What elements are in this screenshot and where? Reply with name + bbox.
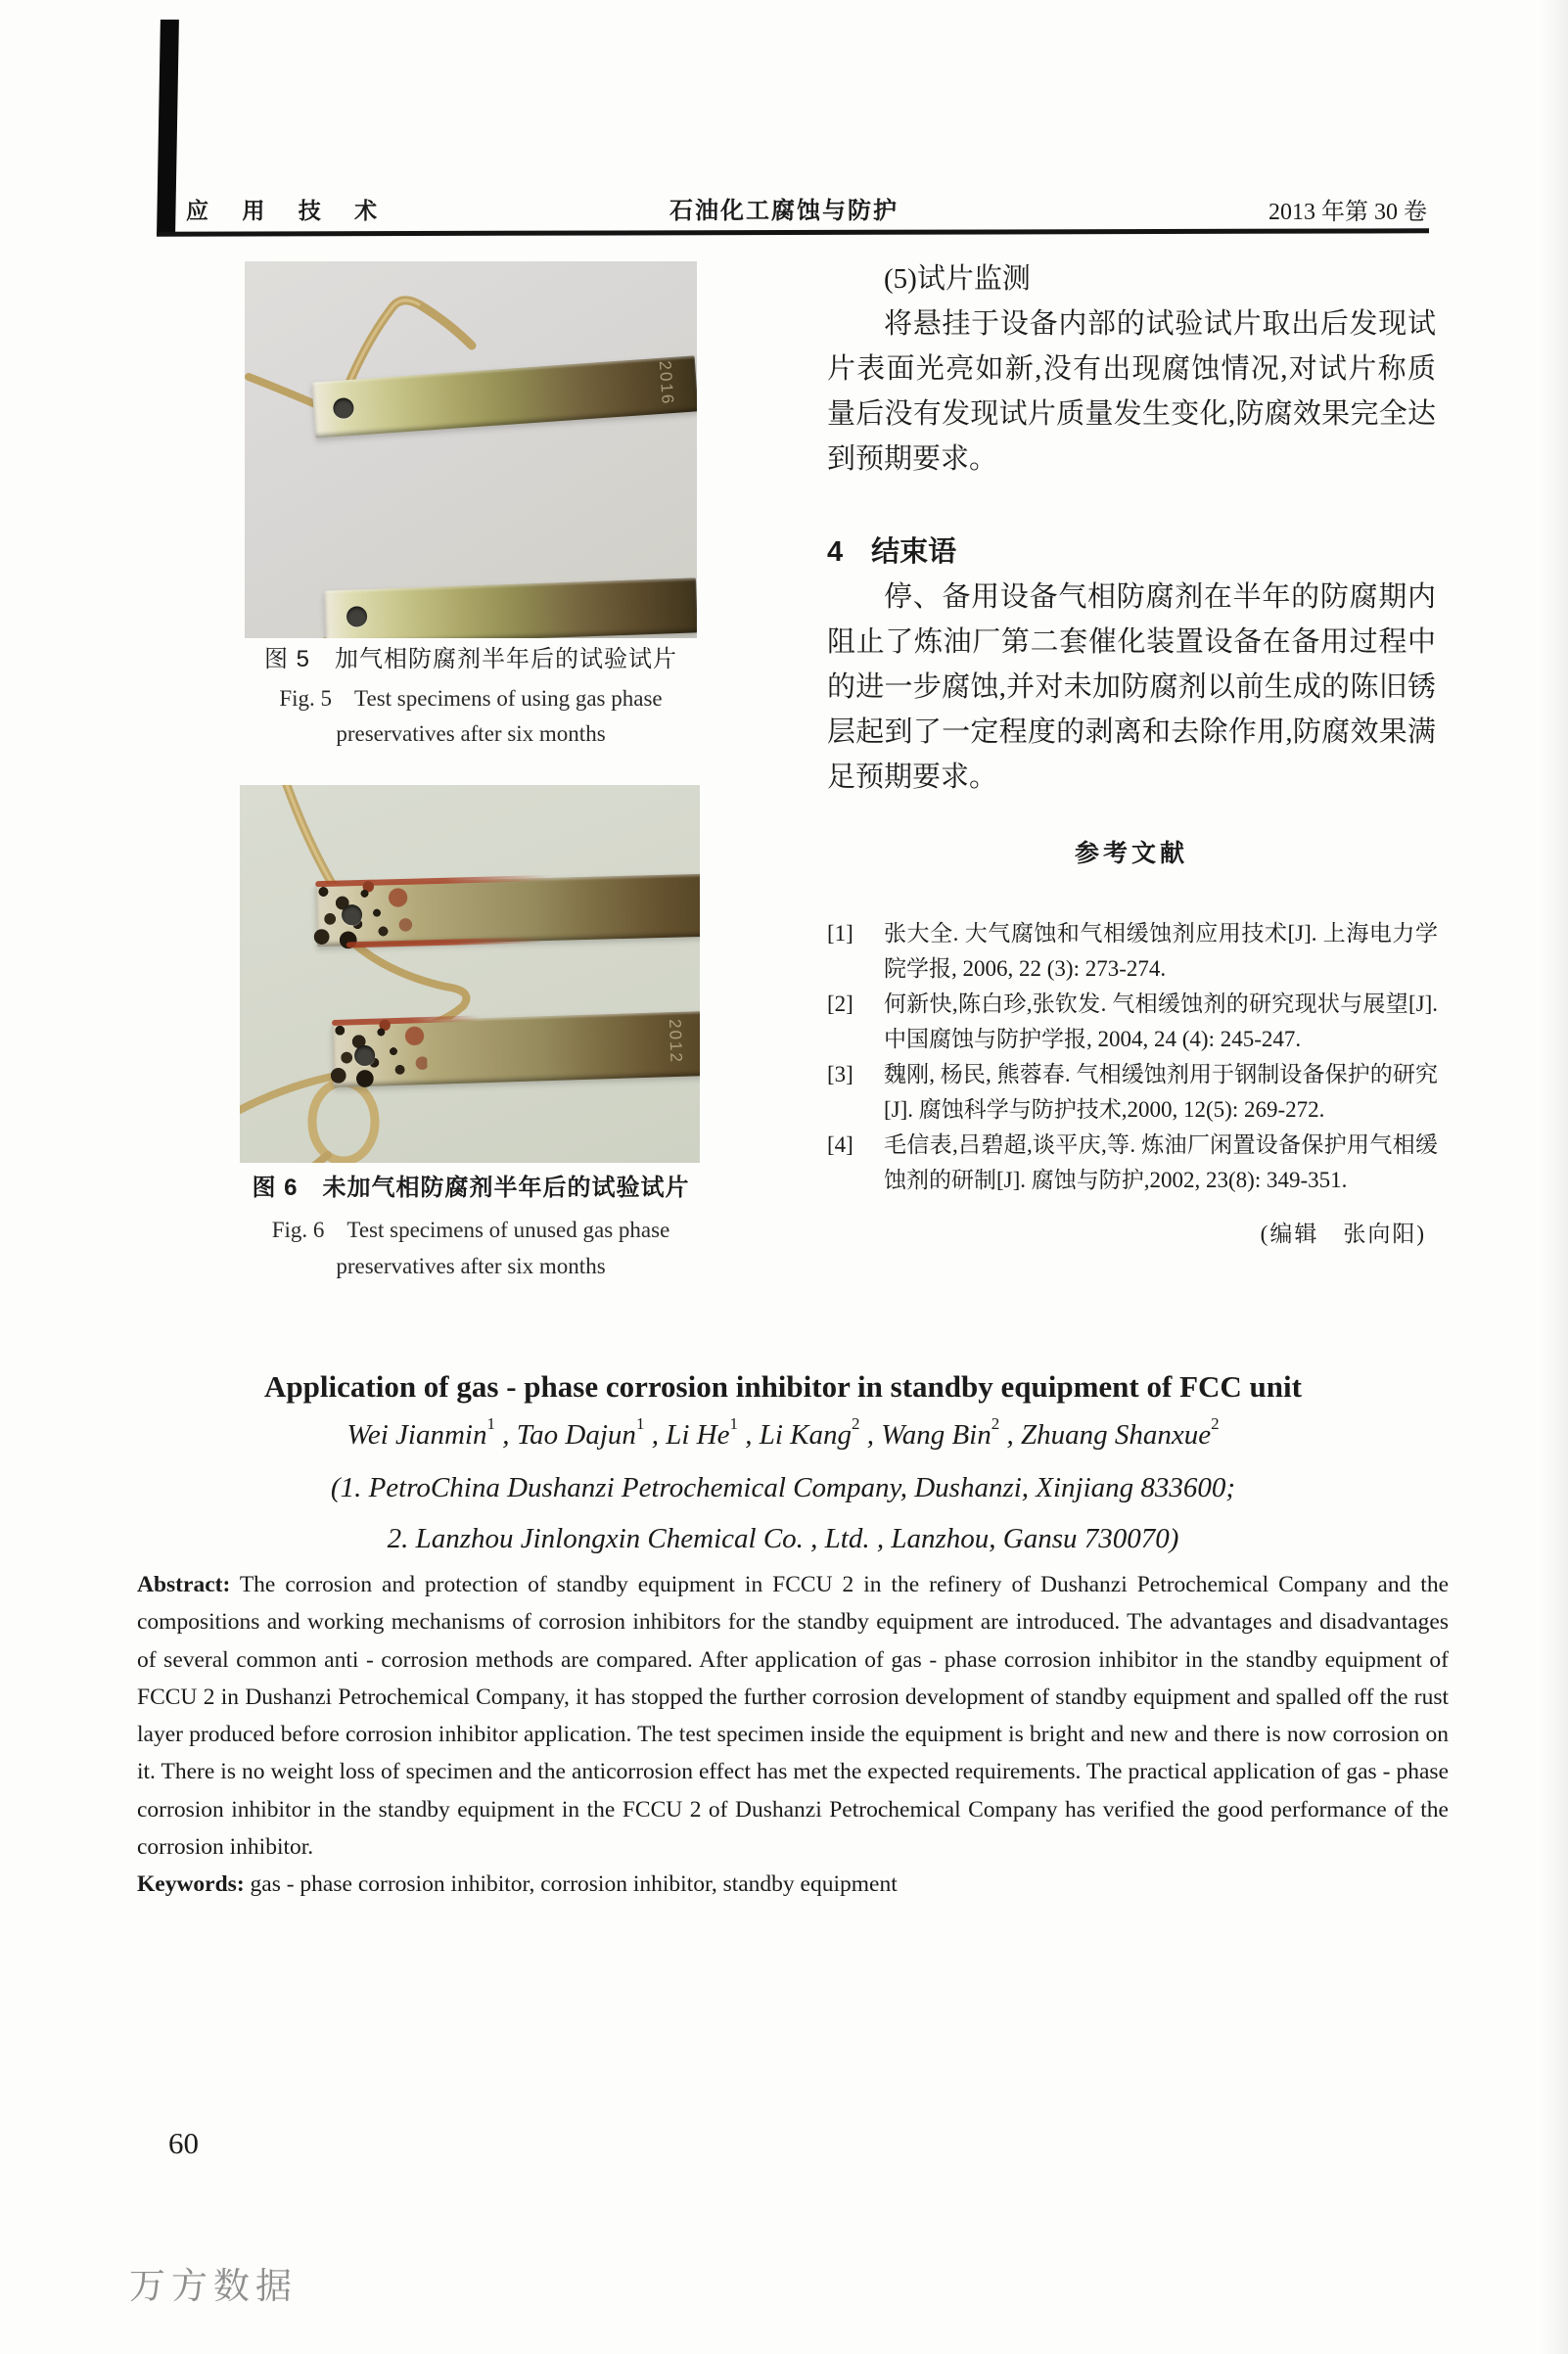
reference-number: [2]	[827, 992, 853, 1016]
page-number: 60	[168, 2126, 199, 2160]
reference-text: 魏刚, 杨民, 熊蓉春. 气相缓蚀剂用于钢制设备保护的研究[J]. 腐蚀科学与防护技术,2000, 12(5): 269-272.	[884, 1062, 1438, 1122]
reference-entry	[827, 916, 1438, 987]
keywords-line	[137, 1866, 1449, 1903]
reference-text: 毛信表,吕碧超,谈平庆,等. 炼油厂闲置设备保护用气相缓蚀剂的研制[J]. 腐蚀与防护,2002, 23(8): 349-351.	[884, 1132, 1438, 1192]
author: Li He$^1$ ,	[666, 1414, 760, 1451]
figure6-caption-en-line1: Fig. 6 Test specimens of unused gas phase	[271, 1218, 670, 1242]
reference-number: [3]	[827, 1062, 853, 1086]
watermark-wanfang: 万方数据	[129, 2267, 298, 2307]
header-section-label: 应 用 技 术	[186, 198, 392, 223]
reference-number: [1]	[827, 921, 853, 946]
twine-string-graphic	[240, 785, 700, 1163]
figure6-caption-zh: 图 6 未加气相防腐剂半年后的试验试片	[252, 1175, 690, 1201]
item5-body: 将悬挂于设备内部的试验试片取出后发现试片表面光亮如新,没有出现腐蚀情况,对试片称质量后没有发现试片质量发生变化,防腐效果完全达到预期要求。	[827, 308, 1436, 475]
specimen-etched-number: 2016	[655, 359, 678, 406]
item5-heading: (5)试片监测	[884, 263, 1031, 295]
figure5-photo	[245, 261, 697, 638]
section4-body: 停、备用设备气相防腐剂在半年的防腐期内阻止了炼油厂第二套催化装置设备在备用过程中的进一步腐蚀,并对未加防腐剂以前生成的陈旧锈层起到了一定程度的剥离和去除作用,防腐效果满足预期要求。	[827, 581, 1436, 793]
author: Tao Dajun$^1$ ,	[516, 1414, 667, 1451]
reference-entry	[827, 987, 1438, 1057]
specimen-hole	[333, 397, 354, 419]
figure5-caption-zh: 图 5 加气相防腐剂半年后的试验试片	[263, 646, 677, 672]
corroded-specimen-strip	[332, 1011, 700, 1087]
reference-text: 张大全. 大气腐蚀和气相缓蚀剂应用技术[J]. 上海电力学院学报, 2006, 22 (3): 273-274.	[884, 921, 1438, 981]
specimen-etched-number: 2012	[666, 1018, 686, 1065]
keywords-text: gas - phase corrosion inhibitor, corrosion inhibitor, standby equipment	[250, 1871, 898, 1898]
section4-heading: 4 结束语	[827, 536, 957, 568]
author: Li Kang$^2$ ,	[759, 1414, 882, 1451]
item5-block	[827, 256, 1436, 482]
english-title: Application of gas - phase corrosion inhibitor in standby equipment of FCC unit	[264, 1369, 1302, 1404]
references-list	[827, 916, 1438, 1198]
header-journal-title: 石油化工腐蚀与防护	[669, 198, 899, 224]
section4-block	[827, 530, 1436, 800]
english-affiliation-2: 2. Lanzhou Jinlongxin Chemical Co. , Ltd. , Lanzhou, Gansu 730070)	[387, 1523, 1179, 1554]
scan-edge-shading	[1541, 0, 1568, 2354]
reference-entry	[827, 1057, 1438, 1128]
author: Zhuang Shanxue$^2$	[1021, 1414, 1220, 1451]
english-authors	[147, 1414, 1419, 1452]
keywords-label: Keywords:	[137, 1871, 245, 1898]
figure6-caption-en-line2: preservatives after six months	[336, 1254, 606, 1278]
editor-note: (编辑 张向阳)	[1260, 1222, 1426, 1246]
rust-patches	[328, 1016, 428, 1091]
author: Wang Bin$^2$ ,	[881, 1414, 1021, 1451]
english-abstract-block	[137, 1566, 1449, 1904]
header-volume-info: 2013 年第 30 卷	[1268, 200, 1427, 225]
abstract-text: The corrosion and protection of standby equipment in FCCU 2 in the refinery of Dushanzi Petrochemical Company and the compositions and working mechanisms of corrosion inhibitors for the standby equipment are introduced. The advantages and disadvantages of several common anti - corrosion methods are compared. After application of gas - phase corrosion inhibitor in the standby equipment of FCCU 2 in Dushanzi Petrochemical Company, it has stopped the further corrosion development of standby equipment and spalled off the rust layer produced before corrosion inhibitor application. The test specimen inside the equipment is bright and new and there is now corrosion on it. There is no weight loss of specimen and the anticorrosion effect has met the expected requirements. The practical application of gas - phase corrosion inhibitor in the standby equipment in the FCCU 2 of Dushanzi Petrochemical Company has verified the good performance of the corrosion inhibitor.	[137, 1572, 1450, 1861]
reference-number: [4]	[827, 1132, 853, 1157]
header-rule	[157, 228, 1429, 236]
reference-entry	[827, 1128, 1438, 1198]
reference-text: 何新快,陈白珍,张钦发. 气相缓蚀剂的研究现状与展望[J]. 中国腐蚀与防护学报, 2004, 24 (4): 245-247.	[884, 992, 1438, 1051]
abstract-label: Abstract:	[137, 1572, 231, 1597]
abstract-paragraph	[137, 1566, 1449, 1866]
figure5-caption-en-line1: Fig. 5 Test specimens of using gas phase	[279, 686, 663, 711]
corroded-specimen-strip	[315, 874, 700, 946]
figure6-photo	[240, 785, 700, 1163]
english-affiliation-1: (1. PetroChina Dushanzi Petrochemical Company, Dushanzi, Xinjiang 833600;	[330, 1472, 1236, 1503]
references-heading: 参考文献	[1074, 840, 1188, 867]
specimen-hole	[346, 606, 368, 627]
author: Wei Jianmin$^1$ ,	[346, 1414, 517, 1451]
figure5-caption-en-line2: preservatives after six months	[336, 721, 606, 746]
